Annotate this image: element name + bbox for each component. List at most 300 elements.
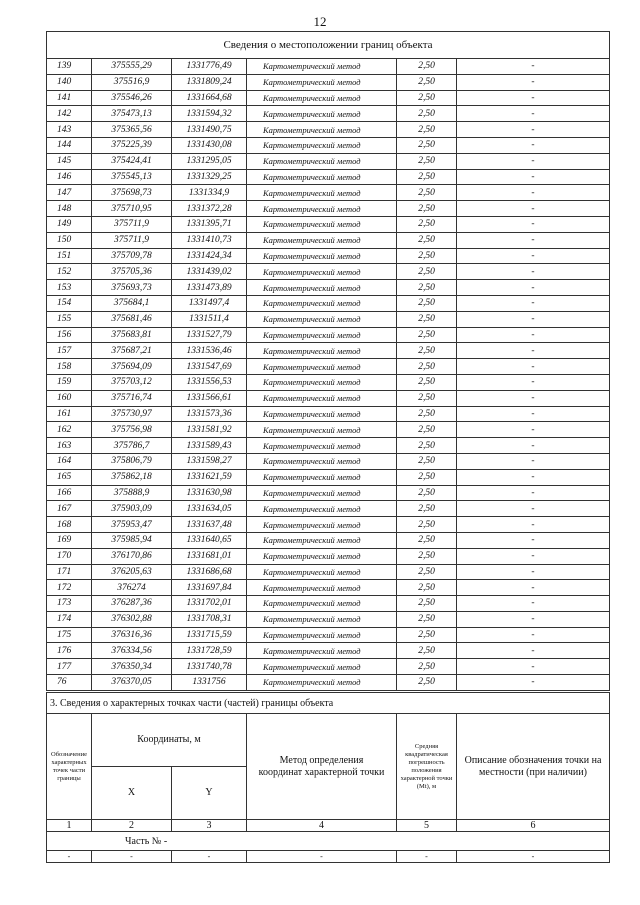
point-id-cell: 153 <box>47 280 92 296</box>
point-id-cell: 170 <box>47 548 92 564</box>
method-cell: Картометрический метод <box>247 611 397 627</box>
point-id-cell: 145 <box>47 153 92 169</box>
table-row <box>47 232 610 248</box>
coord-x-cell: 375694,09 <box>92 359 172 375</box>
col-desc-header: Описание обозначения точки на местности (при наличии) <box>457 714 610 820</box>
col-num-2: 2 <box>92 820 172 832</box>
coord-y-cell: 1331756 <box>172 675 247 691</box>
point-id-cell: 163 <box>47 438 92 454</box>
method-cell: Картометрический метод <box>247 596 397 612</box>
coord-x-cell: 375684,1 <box>92 295 172 311</box>
coord-y-cell: 1331697,84 <box>172 580 247 596</box>
coord-x-cell: 375687,21 <box>92 343 172 359</box>
point-id-cell: 171 <box>47 564 92 580</box>
description-cell: - <box>457 532 610 548</box>
coord-y-cell: 1331410,73 <box>172 232 247 248</box>
point-id-cell: 159 <box>47 374 92 390</box>
table-row <box>47 532 610 548</box>
coord-y-cell: 1331630,98 <box>172 485 247 501</box>
error-value-cell: 2,50 <box>397 311 457 327</box>
coord-x-cell: 375953,47 <box>92 517 172 533</box>
table-row <box>47 343 610 359</box>
section3-title: 3. Сведения о характерных точках части (частей) границы объекта <box>47 693 610 714</box>
point-id-cell: 155 <box>47 311 92 327</box>
error-value-cell: 2,50 <box>397 611 457 627</box>
table-row <box>47 643 610 659</box>
dash-row <box>47 851 610 863</box>
method-cell: Картометрический метод <box>247 59 397 75</box>
coord-x-cell: 375903,09 <box>92 501 172 517</box>
method-cell: Картометрический метод <box>247 485 397 501</box>
table-row <box>47 469 610 485</box>
description-cell: - <box>457 438 610 454</box>
point-id-cell: 152 <box>47 264 92 280</box>
method-cell: Картометрический метод <box>247 185 397 201</box>
coord-x-cell: 376170,86 <box>92 548 172 564</box>
description-cell: - <box>457 675 610 691</box>
description-cell: - <box>457 295 610 311</box>
description-cell: - <box>457 232 610 248</box>
coord-x-cell: 375473,13 <box>92 106 172 122</box>
description-cell: - <box>457 564 610 580</box>
table-row <box>47 390 610 406</box>
table-row <box>47 485 610 501</box>
coord-x-cell: 375705,36 <box>92 264 172 280</box>
dash-cell: - <box>47 851 92 863</box>
method-cell: Картометрический метод <box>247 406 397 422</box>
coord-y-cell: 1331527,79 <box>172 327 247 343</box>
table-row <box>47 374 610 390</box>
error-value-cell: 2,50 <box>397 596 457 612</box>
coord-y-cell: 1331536,46 <box>172 343 247 359</box>
coord-x-cell: 375716,74 <box>92 390 172 406</box>
coord-y-cell: 1331573,36 <box>172 406 247 422</box>
point-id-cell: 167 <box>47 501 92 517</box>
error-value-cell: 2,50 <box>397 201 457 217</box>
description-cell: - <box>457 374 610 390</box>
table-row <box>47 185 610 201</box>
method-cell: Картометрический метод <box>247 517 397 533</box>
error-value-cell: 2,50 <box>397 295 457 311</box>
coord-y-cell: 1331473,89 <box>172 280 247 296</box>
error-value-cell: 2,50 <box>397 248 457 264</box>
error-value-cell: 2,50 <box>397 548 457 564</box>
description-cell: - <box>457 548 610 564</box>
col-method-header: Метод определения координат характерной точки <box>247 714 397 820</box>
description-cell: - <box>457 627 610 643</box>
point-id-cell: 140 <box>47 74 92 90</box>
description-cell: - <box>457 153 610 169</box>
table-row <box>47 580 610 596</box>
point-id-cell: 168 <box>47 517 92 533</box>
method-cell: Картометрический метод <box>247 532 397 548</box>
description-cell: - <box>457 327 610 343</box>
description-cell: - <box>457 359 610 375</box>
coord-x-cell: 375862,18 <box>92 469 172 485</box>
method-cell: Картометрический метод <box>247 548 397 564</box>
point-id-cell: 175 <box>47 627 92 643</box>
point-id-cell: 161 <box>47 406 92 422</box>
coord-y-cell: 1331598,27 <box>172 453 247 469</box>
table-row <box>47 438 610 454</box>
error-value-cell: 2,50 <box>397 438 457 454</box>
table-row <box>47 501 610 517</box>
method-cell: Картометрический метод <box>247 675 397 691</box>
error-value-cell: 2,50 <box>397 216 457 232</box>
coord-y-cell: 1331490,75 <box>172 122 247 138</box>
description-cell: - <box>457 137 610 153</box>
column-number-row <box>47 820 610 832</box>
error-value-cell: 2,50 <box>397 517 457 533</box>
method-cell: Картометрический метод <box>247 501 397 517</box>
method-cell: Картометрический метод <box>247 469 397 485</box>
description-cell: - <box>457 90 610 106</box>
error-value-cell: 2,50 <box>397 59 457 75</box>
col-y-header: Y <box>172 767 247 820</box>
error-value-cell: 2,50 <box>397 232 457 248</box>
method-cell: Картометрический метод <box>247 201 397 217</box>
coord-y-cell: 1331581,92 <box>172 422 247 438</box>
method-cell: Картометрический метод <box>247 216 397 232</box>
description-cell: - <box>457 185 610 201</box>
description-cell: - <box>457 406 610 422</box>
coord-x-cell: 375693,73 <box>92 280 172 296</box>
point-id-cell: 139 <box>47 59 92 75</box>
col-x-header: X <box>92 767 172 820</box>
coord-x-cell: 375711,9 <box>92 232 172 248</box>
error-value-cell: 2,50 <box>397 185 457 201</box>
point-id-cell: 151 <box>47 248 92 264</box>
method-cell: Картометрический метод <box>247 311 397 327</box>
error-value-cell: 2,50 <box>397 169 457 185</box>
error-value-cell: 2,50 <box>397 153 457 169</box>
description-cell: - <box>457 59 610 75</box>
coord-y-cell: 1331637,48 <box>172 517 247 533</box>
coord-y-cell: 1331708,31 <box>172 611 247 627</box>
point-id-cell: 141 <box>47 90 92 106</box>
point-id-cell: 166 <box>47 485 92 501</box>
error-value-cell: 2,50 <box>397 627 457 643</box>
error-value-cell: 2,50 <box>397 675 457 691</box>
col-num-5: 5 <box>397 820 457 832</box>
coord-x-cell: 375985,94 <box>92 532 172 548</box>
coord-y-cell: 1331776,49 <box>172 59 247 75</box>
method-cell: Картометрический метод <box>247 659 397 675</box>
method-cell: Картометрический метод <box>247 374 397 390</box>
table-row <box>47 564 610 580</box>
description-cell: - <box>457 469 610 485</box>
table-row <box>47 517 610 533</box>
description-cell: - <box>457 611 610 627</box>
coord-x-cell: 375703,12 <box>92 374 172 390</box>
coord-y-cell: 1331497,4 <box>172 295 247 311</box>
dash-cell: - <box>457 851 610 863</box>
table-row <box>47 311 610 327</box>
description-cell: - <box>457 122 610 138</box>
coord-y-cell: 1331566,61 <box>172 390 247 406</box>
table-row <box>47 359 610 375</box>
table-row <box>47 122 610 138</box>
coord-x-cell: 375365,56 <box>92 122 172 138</box>
error-value-cell: 2,50 <box>397 327 457 343</box>
col-coords-header: Координаты, м <box>92 714 247 767</box>
table-row <box>47 611 610 627</box>
table-row <box>47 295 610 311</box>
error-value-cell: 2,50 <box>397 106 457 122</box>
method-cell: Картометрический метод <box>247 438 397 454</box>
point-id-cell: 176 <box>47 643 92 659</box>
coord-x-cell: 375225,39 <box>92 137 172 153</box>
method-cell: Картометрический метод <box>247 343 397 359</box>
col-num-4: 4 <box>247 820 397 832</box>
point-id-cell: 76 <box>47 675 92 691</box>
description-cell: - <box>457 517 610 533</box>
point-id-cell: 160 <box>47 390 92 406</box>
dash-cell: - <box>92 851 172 863</box>
table-row <box>47 169 610 185</box>
point-id-cell: 165 <box>47 469 92 485</box>
method-cell: Картометрический метод <box>247 232 397 248</box>
coord-x-cell: 375546,26 <box>92 90 172 106</box>
method-cell: Картометрический метод <box>247 153 397 169</box>
error-value-cell: 2,50 <box>397 359 457 375</box>
coord-y-cell: 1331640,65 <box>172 532 247 548</box>
error-value-cell: 2,50 <box>397 453 457 469</box>
coord-y-cell: 1331395,71 <box>172 216 247 232</box>
dash-cell: - <box>247 851 397 863</box>
col-num-6: 6 <box>457 820 610 832</box>
table-row <box>47 548 610 564</box>
coord-y-cell: 1331686,68 <box>172 564 247 580</box>
coord-y-cell: 1331702,01 <box>172 596 247 612</box>
point-id-cell: 148 <box>47 201 92 217</box>
method-cell: Картометрический метод <box>247 627 397 643</box>
coord-x-cell: 375698,73 <box>92 185 172 201</box>
coord-y-cell: 1331511,4 <box>172 311 247 327</box>
method-cell: Картометрический метод <box>247 90 397 106</box>
error-value-cell: 2,50 <box>397 90 457 106</box>
description-cell: - <box>457 343 610 359</box>
point-id-cell: 173 <box>47 596 92 612</box>
dash-cell: - <box>397 851 457 863</box>
method-cell: Картометрический метод <box>247 137 397 153</box>
point-id-cell: 174 <box>47 611 92 627</box>
coord-x-cell: 376302,88 <box>92 611 172 627</box>
coord-x-cell: 375555,29 <box>92 59 172 75</box>
point-id-cell: 144 <box>47 137 92 153</box>
coord-y-cell: 1331547,69 <box>172 359 247 375</box>
error-value-cell: 2,50 <box>397 580 457 596</box>
coord-x-cell: 375806,79 <box>92 453 172 469</box>
method-cell: Картометрический метод <box>247 643 397 659</box>
error-value-cell: 2,50 <box>397 406 457 422</box>
coord-y-cell: 1331634,05 <box>172 501 247 517</box>
point-id-cell: 164 <box>47 453 92 469</box>
coord-x-cell: 375681,46 <box>92 311 172 327</box>
header-row-1 <box>47 714 610 767</box>
description-cell: - <box>457 485 610 501</box>
section-title: Сведения о местоположении границ объекта <box>47 32 610 59</box>
coord-y-cell: 1331740,78 <box>172 659 247 675</box>
point-id-cell: 143 <box>47 122 92 138</box>
coord-y-cell: 1331809,24 <box>172 74 247 90</box>
point-id-cell: 156 <box>47 327 92 343</box>
method-cell: Картометрический метод <box>247 264 397 280</box>
error-value-cell: 2,50 <box>397 469 457 485</box>
coord-y-cell: 1331621,59 <box>172 469 247 485</box>
point-id-cell: 172 <box>47 580 92 596</box>
col-num-3: 3 <box>172 820 247 832</box>
part-points-table <box>46 692 610 863</box>
part-label: Часть № - <box>47 832 610 851</box>
method-cell: Картометрический метод <box>247 564 397 580</box>
method-cell: Картометрический метод <box>247 580 397 596</box>
table-row <box>47 74 610 90</box>
coord-x-cell: 376205,63 <box>92 564 172 580</box>
table-row <box>47 627 610 643</box>
coord-x-cell: 376370,05 <box>92 675 172 691</box>
description-cell: - <box>457 501 610 517</box>
point-id-cell: 154 <box>47 295 92 311</box>
point-id-cell: 177 <box>47 659 92 675</box>
description-cell: - <box>457 264 610 280</box>
method-cell: Картометрический метод <box>247 422 397 438</box>
coord-x-cell: 375683,81 <box>92 327 172 343</box>
error-value-cell: 2,50 <box>397 485 457 501</box>
description-cell: - <box>457 390 610 406</box>
method-cell: Картометрический метод <box>247 280 397 296</box>
table-row <box>47 406 610 422</box>
table-row <box>47 659 610 675</box>
point-id-cell: 169 <box>47 532 92 548</box>
method-cell: Картометрический метод <box>247 248 397 264</box>
method-cell: Картометрический метод <box>247 327 397 343</box>
coord-x-cell: 375710,95 <box>92 201 172 217</box>
coord-y-cell: 1331589,43 <box>172 438 247 454</box>
coord-y-cell: 1331372,28 <box>172 201 247 217</box>
coord-y-cell: 1331439,02 <box>172 264 247 280</box>
error-value-cell: 2,50 <box>397 564 457 580</box>
description-cell: - <box>457 659 610 675</box>
error-value-cell: 2,50 <box>397 137 457 153</box>
coord-x-cell: 376334,56 <box>92 643 172 659</box>
error-value-cell: 2,50 <box>397 374 457 390</box>
error-value-cell: 2,50 <box>397 390 457 406</box>
point-id-cell: 149 <box>47 216 92 232</box>
description-cell: - <box>457 106 610 122</box>
coord-x-cell: 376316,36 <box>92 627 172 643</box>
error-value-cell: 2,50 <box>397 659 457 675</box>
col-num-1: 1 <box>47 820 92 832</box>
page-number: 12 <box>313 14 327 29</box>
coord-x-cell: 375786,7 <box>92 438 172 454</box>
table-row <box>47 216 610 232</box>
dash-cell: - <box>172 851 247 863</box>
method-cell: Картометрический метод <box>247 295 397 311</box>
table-row <box>47 422 610 438</box>
table-row <box>47 327 610 343</box>
method-cell: Картометрический метод <box>247 122 397 138</box>
point-id-cell: 158 <box>47 359 92 375</box>
method-cell: Картометрический метод <box>247 390 397 406</box>
table-row <box>47 59 610 75</box>
description-cell: - <box>457 643 610 659</box>
description-cell: - <box>457 280 610 296</box>
description-cell: - <box>457 201 610 217</box>
point-id-cell: 147 <box>47 185 92 201</box>
method-cell: Картометрический метод <box>247 74 397 90</box>
coord-y-cell: 1331295,05 <box>172 153 247 169</box>
coord-y-cell: 1331430,08 <box>172 137 247 153</box>
method-cell: Картометрический метод <box>247 106 397 122</box>
point-id-cell: 142 <box>47 106 92 122</box>
error-value-cell: 2,50 <box>397 74 457 90</box>
description-cell: - <box>457 596 610 612</box>
col-error-header: Средняя квадратическая погрешность положения характерной точки (Mt), м <box>397 714 457 820</box>
table-row <box>47 264 610 280</box>
coord-x-cell: 376287,36 <box>92 596 172 612</box>
table-row <box>47 106 610 122</box>
error-value-cell: 2,50 <box>397 343 457 359</box>
coord-x-cell: 376274 <box>92 580 172 596</box>
table-row <box>47 201 610 217</box>
description-cell: - <box>457 311 610 327</box>
table-row <box>47 153 610 169</box>
table-row <box>47 280 610 296</box>
boundary-table <box>46 31 610 691</box>
error-value-cell: 2,50 <box>397 532 457 548</box>
coord-y-cell: 1331334,9 <box>172 185 247 201</box>
table-row <box>47 453 610 469</box>
coord-y-cell: 1331715,59 <box>172 627 247 643</box>
description-cell: - <box>457 216 610 232</box>
error-value-cell: 2,50 <box>397 122 457 138</box>
description-cell: - <box>457 74 610 90</box>
section3-title-row <box>47 693 610 714</box>
coord-y-cell: 1331728,59 <box>172 643 247 659</box>
coord-y-cell: 1331329,25 <box>172 169 247 185</box>
error-value-cell: 2,50 <box>397 501 457 517</box>
coord-x-cell: 375711,9 <box>92 216 172 232</box>
coord-y-cell: 1331681,01 <box>172 548 247 564</box>
error-value-cell: 2,50 <box>397 643 457 659</box>
table-row <box>47 90 610 106</box>
coord-x-cell: 375730,97 <box>92 406 172 422</box>
error-value-cell: 2,50 <box>397 264 457 280</box>
description-cell: - <box>457 453 610 469</box>
table-row <box>47 137 610 153</box>
method-cell: Картометрический метод <box>247 169 397 185</box>
coord-x-cell: 375756,98 <box>92 422 172 438</box>
table-row <box>47 596 610 612</box>
coord-x-cell: 375424,41 <box>92 153 172 169</box>
coord-x-cell: 375709,78 <box>92 248 172 264</box>
description-cell: - <box>457 248 610 264</box>
description-cell: - <box>457 580 610 596</box>
coord-x-cell: 376350,34 <box>92 659 172 675</box>
table-row <box>47 248 610 264</box>
method-cell: Картометрический метод <box>247 359 397 375</box>
table-row <box>47 675 610 691</box>
error-value-cell: 2,50 <box>397 280 457 296</box>
coord-x-cell: 375888,9 <box>92 485 172 501</box>
coord-y-cell: 1331556,53 <box>172 374 247 390</box>
description-cell: - <box>457 169 610 185</box>
coord-y-cell: 1331664,68 <box>172 90 247 106</box>
coord-x-cell: 375516,9 <box>92 74 172 90</box>
error-value-cell: 2,50 <box>397 422 457 438</box>
point-id-cell: 146 <box>47 169 92 185</box>
